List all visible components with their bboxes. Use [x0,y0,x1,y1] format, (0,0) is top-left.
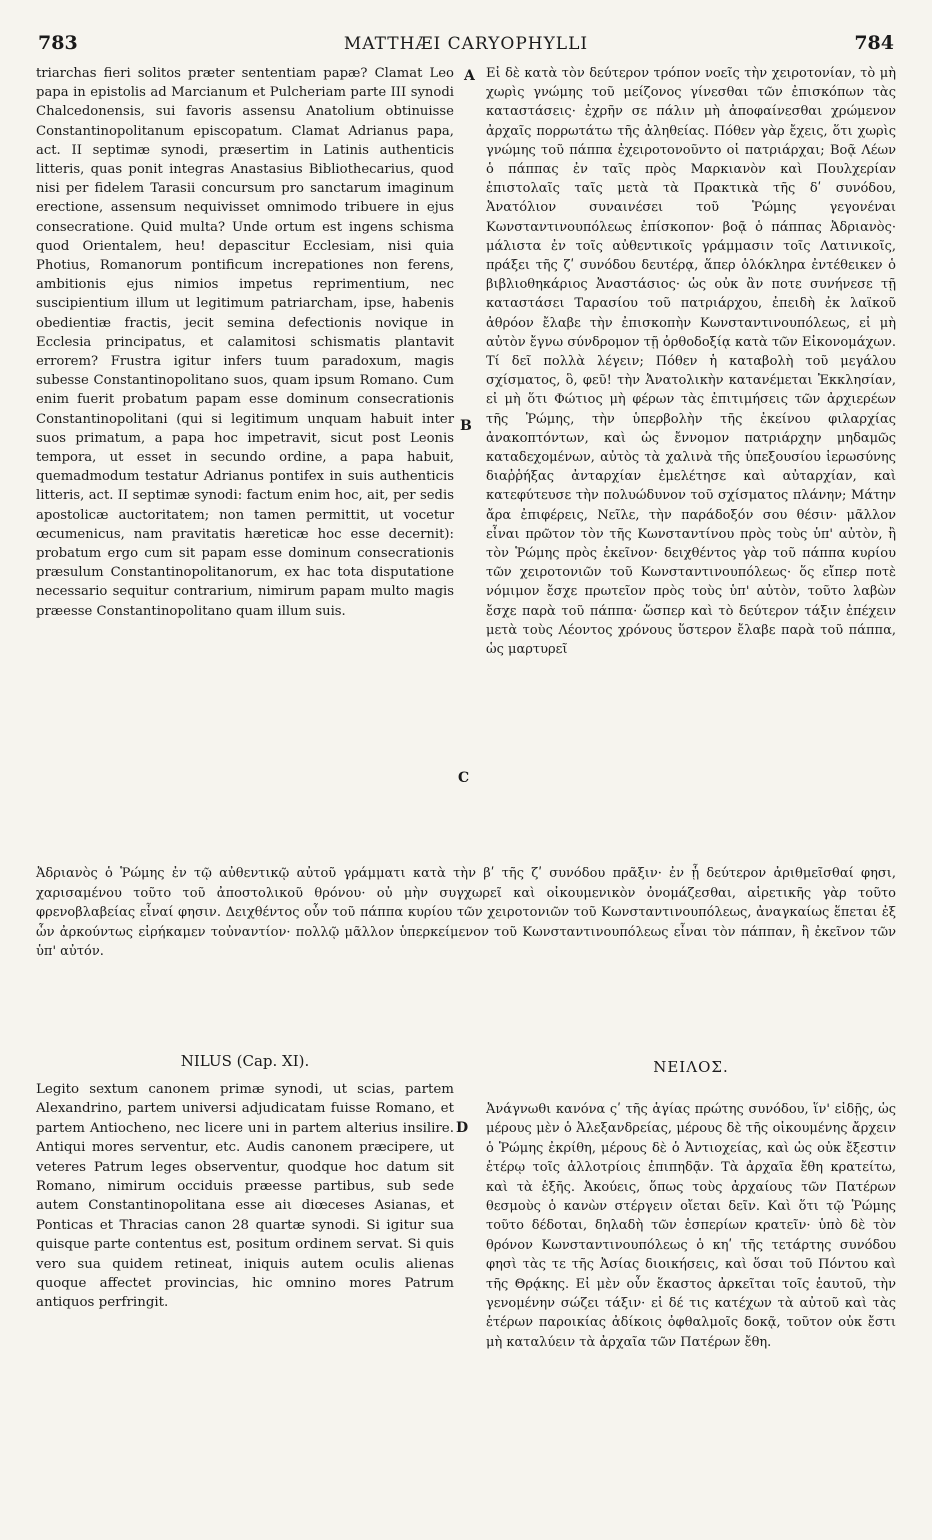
margin-marker-a: A [464,68,475,84]
margin-marker-b: B [460,418,472,434]
page-number-right: 784 [854,32,894,54]
nilus-section-title: NILUS (Cap. XI). [180,1052,310,1070]
greek-full-width-paragraph: Ἀδριανὸς ὁ Ῥώμης ἐν τῷ αὐθεντικῷ αὐτοῦ γράμματι κατὰ τὴν βʹ τῆς ζʹ συνόδου πρᾶξιν· ἐν ᾗ δεύτερον ἀριθμεῖσθαί φησι, χαρισαμένου τοῦτο τοῦ ἀποστολικοῦ θρόνου· οὐ μὴν συγχωρεῖ καὶ οἰκουμενικὸν ὀνομάζεσθαι, αἱρετικῆς γὰρ τοῦτο φρενοβλαβείας εἶναί φησιν. Δειχθέντος οὖν τοῦ πάππα κυρίου τῶν χειροτονιῶν τοῦ Κωνσταντινουπόλεως, ἀναγκαίως ἕπεται ἐξ ὧν ἀρκούντως εἰρήκαμεν τοὐναντίον· πολλῷ μᾶλλον ὑπερκείμενον τοῦ Κωνσταντινουπόλεως εἶναι τὸν πάππαν, ἢ ἐκεῖνον τῶν ὑπ' αὐτόν. [36,866,896,960]
latin-column-top: triarchas fieri solitos præter sententiam papæ? Clamat Leo papa in epistolis ad Marcianum et Pulcheriam parte III synodi Chalcedonensis, sui favoris assensu Anatolium obtinuisse Constantinopolitanum episcopatum. Clamat Adrianus papa, act. II septimæ synodi, præsertim in Latinis authenticis litteris, quas ponit integras Anastasius Bibliothecarius, quod nisi per fidelem Tarasii concursum pro sanctarum imaginum erectione, assensum nequivisset omnimodo tribuere in ejus consecratione. Quid multa? Unde ortum est ingens schisma quod Orientalem, heu! depascitur Ecclesiam, nisi quia Photius, Romanorum pontificum increpationes non ferens, ambitionis ejus nimios impetus reprimentium, nec suscipientium illum ut legitimum patriarcham, ipse, habenis obedientiæ fractis, jecit semina defectionis novique in Ecclesia principatus, et calamitosi schismatis plantavit errorem? Frustra igitur infers tuum paradoxum, magis subesse Constantinopolitano suos, quam ipsum Romano. Cum enim fuerit probatum papam esse dominum consecrationis Constantinopolitani (qui si legitimum unquam habuit inter suos primatum, a papa hoc impetravit, sicut post Leonis tempora, ut esset in secundo ordine, a papa habuit, quemadmodum testatur Adrianus pontifex in suis authenticis litteris, act. II septimæ synodi: factum enim hoc, ait, per sedis apostolicæ auctoritatem; non tamen permittit, ut vocetur œcumenicus, nam pravitatis hæreticæ hoc esse decernit): probatum ergo cum sit papam esse dominum consecrationis præsulum Constantinopolitanorum, ex hac tota disputatione necessario sequitur contrarium, nimirum papam multo magis præesse Constantinopolitano quam illum suis. [36,66,454,619]
page-header [38,32,894,58]
page-number-left: 783 [38,32,78,54]
greek-column-top: Εἰ δὲ κατὰ τὸν δεύτερον τρόπον νοεῖς τὴν χειροτονίαν, τὸ μὴ χωρὶς γνώμης τοῦ μείζονος γίνεσθαι τῶν ἐπισκόπων τὰς καταστάσεις· ἐχρῆν σε πάλιν μὴ ἀποφαίνεσθαι χρώμενον ἀρχαῖς πορρωτάτω τῆς ἀληθείας. Πόθεν γὰρ ἔχεις, ὅτι χωρὶς γνώμης τοῦ πάππα ἐχειροτονοῦντο οἱ πατριάρχαι; Βοᾷ Λέων ὁ πάππας ἐν ταῖς πρὸς Μαρκιανὸν καὶ Πουλχερίαν ἐπιστολαῖς ταῖς μετὰ τὰ Πρακτικὰ τῆς δʹ συνόδου, Ἀνατόλιον συναινέσει τοῦ Ῥώμης γεγονέναι Κωνσταντινουπόλεως ἐπίσκοπον· βοᾷ ὁ πάππας Ἀδριανὸς· μάλιστα ἐν τοῖς αὐθεντικοῖς γράμμασιν τοῖς Λατινικοῖς, πράξει τῆς ζʹ συνόδου δευτέρᾳ, ἅπερ ὁλόκληρα ἐντέθεικεν ὁ βιβλιοθηκάριος Ἀναστάσιος· ὡς οὐκ ἂν ποτε συνήνεσε τῇ καταστάσει Ταρασίου τοῦ πατριάρχου, ἐπειδὴ ἐκ λαϊκοῦ ἀθρόον ἔλαβε τὴν ἐπισκοπὴν Κωνσταντινουπόλεως, εἰ μὴ αὐτὸν ἔγνω σύνδρομον τῇ ὀρθοδοξίᾳ κατὰ τῶν Εἰκονομάχων. Τί δεῖ πολλὰ λέγειν; Πόθεν ἡ καταβολὴ τοῦ μεγάλου σχίσματος, ὃ, φεῦ! τὴν Ἀνατολικὴν κατανέμεται Ἐκκλησίαν, εἰ μὴ ὅτι Φώτιος μὴ φέρων τὰς ἐπιτιμήσεις τῶν ἀρχιερέων τῆς Ῥώμης, τὴν ὑπερβολὴν τῆς ἐκείνου φιλαρχίας ἀνακοπτόντων, καὶ ὡς ἔννομον πατριάρχην μηδαμῶς καταδεχομένων, αὐτὸς τὰ χαλινὰ τῆς ὑπεξουσίου ἱερωσύνης διαῤῥήξας ἀνταρχίαν ἐμελέτησε καὶ αὐταρχίαν, καὶ κατεφύτευσε τὴν πολυώδυνον τοῦ σχίσματος πλάνην; Μάτην ἄρα ἐπιφέρεις, Νεῖλε, τὴν παράδοξόν σου θέσιν· μᾶλλον εἶναι πρῶτον τὸν τῆς Κωνσταντίνου πρὸς τοὺς ὑπ' αὐτὸν, ἢ τὸν Ῥώμης πρὸς ἐκεῖνον· δειχθέντος γὰρ τοῦ πάππα κυρίου τῶν χειροτονιῶν τοῦ Κωνσταντινουπόλεως· ὅς εἴπερ ποτὲ νόμιμον ἔσχε πρωτεῖον πρὸς τοὺς ὑπ' αὐτὸν, τοῦτο λαβὼν ἔσχε παρὰ τοῦ πάππα· ὥσπερ καὶ τὸ δεύτερον τάξιν ἐπέχειν μετὰ τοὺς Λέοντος χρόνους ὕστερον ἔλαβε παρὰ τοῦ πάππα, ὡς μαρτυρεῖ [486,66,896,658]
greek-column-bottom: Ἀνάγνωθι κανόνα ςʹ τῆς ἁγίας πρώτης συνόδου, ἵν' εἰδῇς, ὡς μέρους μὲν ὁ Ἀλεξανδρείας, μέρους δὲ τῆς οἰκουμένης ἄρχειν ὁ Ῥώμης ἐκρίθη, μέρους δὲ ὁ Ἀντιοχείας, καὶ ὡς οὐκ ἔξεστιν ἑτέρῳ τοῖς ἀλλοτρίοις ἐπιπηδᾷν. Τὰ ἀρχαῖα ἔθη κρατείτω, καὶ τὰ ἑξῆς. Ἀκούεις, ὅπως τοὺς ἀρχαίους τῶν Πατέρων θεσμοὺς ὁ κανὼν στέργειν οἴεται δεῖν. Καὶ ὅτι τῷ Ῥώμης τοῦτο δέδοται, δηλαδὴ τῶν ἑσπερίων κρατεῖν· ὑπὸ δὲ τὸν θρόνον Κωνσταντινουπόλεως ὁ κηʹ τῆς τετάρτης συνόδου φησὶ τὰς τε τῆς Ἀσίας διοικήσεις, καὶ ὅσαι τοῦ Πόντου καὶ τῆς Θρᾴκης. Εἰ μὲν οὖν ἕκαστος ἀρκεῖται τοῖς ἑαυτοῦ, τὴν γενομένην σώζει τάξιν· εἰ δέ τις κατέχων τὰ αὐτοῦ καὶ τὰς ἑτέρων παροικίας ἀδίκοις ὀφθαλμοῖς δοκᾷ, τοῦτον οὐκ ἔστι μὴ καταλύειν τὰ ἀρχαῖα τῶν Πατέρων ἔθη. [486,1102,896,1350]
running-head: MATTHÆI CARYOPHYLLI [343,34,589,54]
neilos-section-title: ΝΕΙΛΟΣ. [653,1058,729,1076]
margin-marker-c: C [458,770,470,786]
margin-marker-d: D [456,1120,469,1136]
latin-column-bottom: Legito sextum canonem primæ synodi, ut scias, partem Alexandrino, partem universi adjudicatam fuisse Romano, et partem Antiocheno, nec licere uni in partem alterius insilire. Antiqui mores serventur, etc. Audis canonem præcipere, ut veteres Patrum leges observentur, quodque hoc datum sit Romano, nimirum occiduis præesse partibus, sub sede autem Constantinopolitana esse aiι diœceses Asianas, et Ponticas et Thracias canon 28 quartæ synodi. Si igitur sua quisque parte contentus est, positum ordinem servat. Si quis vero sua quidem retineat, iniquis autem oculis alienas quoque affectet provincias, hic omnino mores Patrum antiquos perfringit. [36,1082,454,1311]
